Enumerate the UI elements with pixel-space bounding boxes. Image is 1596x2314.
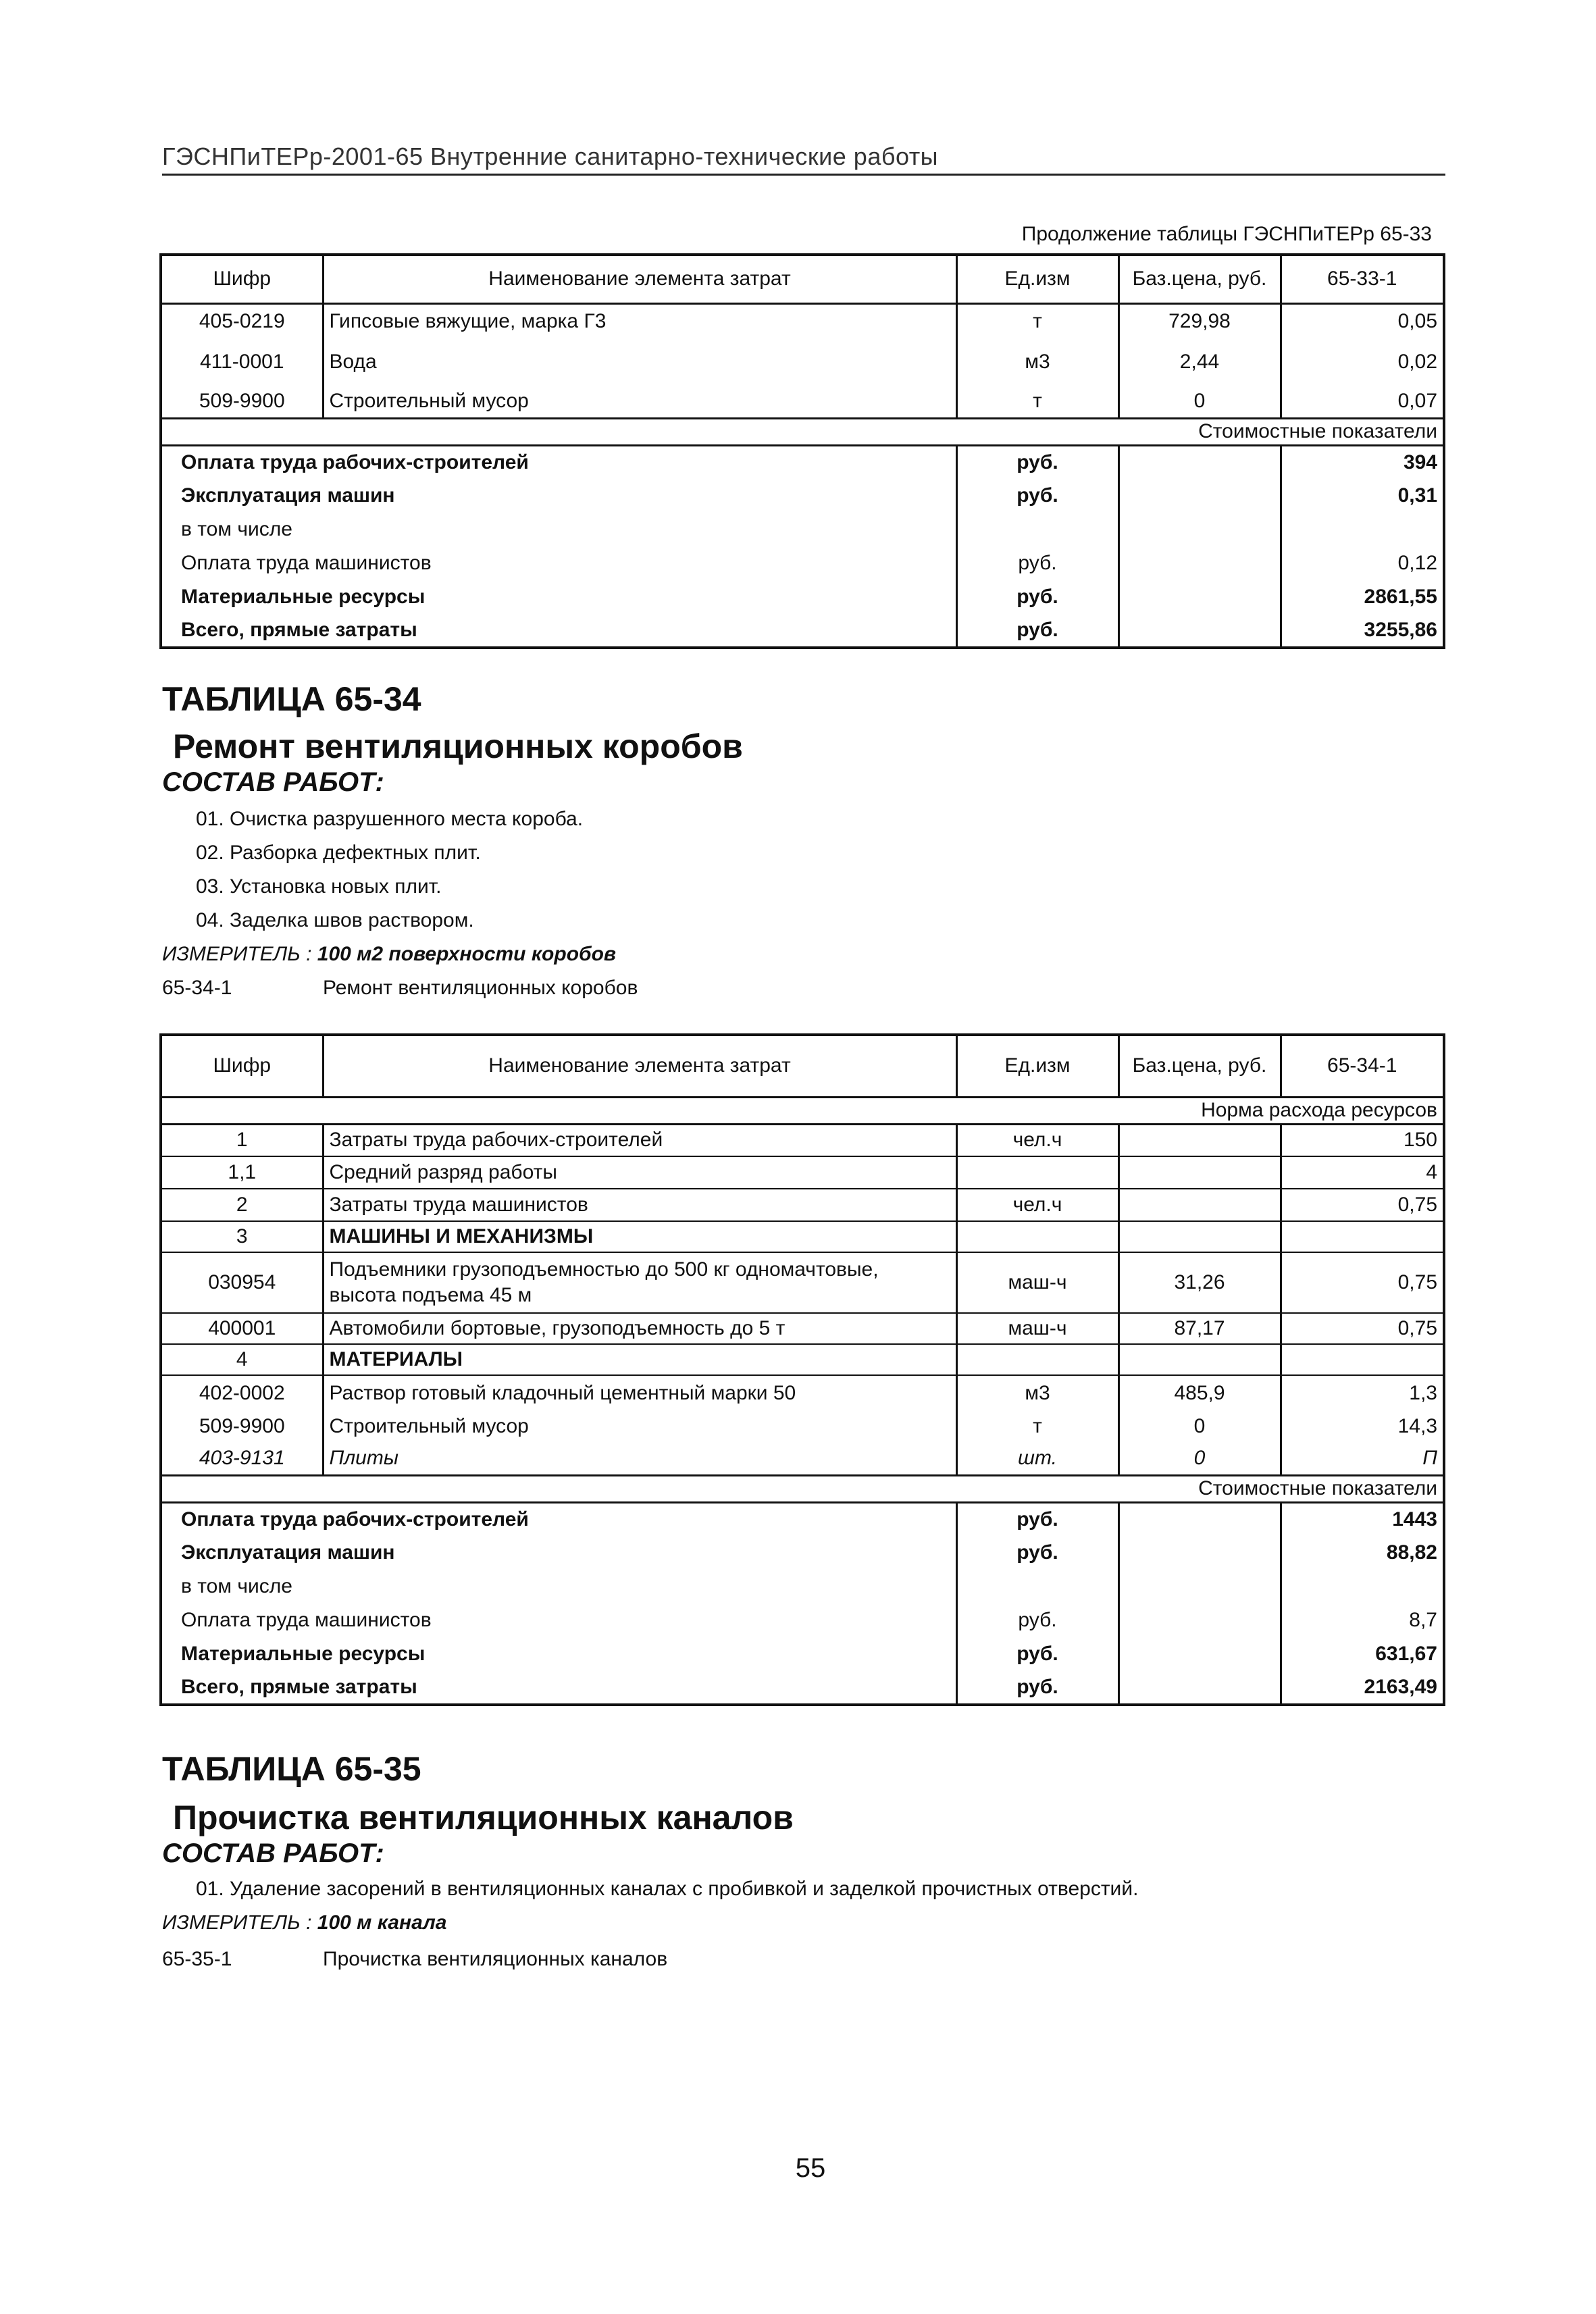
row-value: 0,75 [1281, 1252, 1444, 1313]
row-name: Строительный мусор [323, 1410, 956, 1443]
row-unit: т [956, 1410, 1118, 1443]
cost-name: Материальные ресурсы [161, 580, 956, 614]
norm-code-line [162, 1948, 668, 1971]
meter-line [162, 1911, 447, 1934]
cost-row [161, 580, 1444, 614]
row-price [1118, 1189, 1281, 1221]
table-65-34 [159, 1033, 1445, 1706]
row-unit [956, 1221, 1118, 1252]
row-unit: м3 [956, 338, 1118, 386]
continuation-caption: Продолжение таблицы ГЭСНПиТЕРр 65-33 [1021, 223, 1432, 245]
cost-name: Оплата труда рабочих-строителей [161, 445, 956, 479]
cost-value: 0,12 [1397, 552, 1437, 574]
row-code: 4 [161, 1344, 323, 1375]
col-header-name: Наименование элемента затрат [323, 255, 956, 303]
row-price: 0 [1118, 1443, 1281, 1475]
row-value: 1,3 [1409, 1381, 1437, 1404]
row-name: Затраты труда машинистов [323, 1189, 956, 1221]
row-code: 509-9900 [161, 386, 323, 418]
work-item: 04. Заделка швов раствором. [196, 909, 474, 931]
row-name: Гипсовые вяжущие, марка Г3 [323, 303, 956, 338]
row-code: 2 [161, 1189, 323, 1221]
table-65-33 [159, 253, 1445, 649]
cost-value [1281, 1570, 1444, 1603]
table-row [161, 1221, 1444, 1252]
row-unit: шт. [956, 1443, 1118, 1475]
row-value: 0,75 [1281, 1189, 1444, 1221]
row-price [1118, 1124, 1281, 1156]
table-row [161, 1189, 1444, 1221]
cost-row [161, 1603, 1444, 1637]
work-item: 01. Очистка разрушенного места короба. [196, 808, 584, 830]
row-unit [956, 1156, 1118, 1189]
row-code: 400001 [161, 1313, 323, 1344]
cost-value: 2861,55 [1364, 586, 1437, 608]
row-value: 0,07 [1397, 390, 1437, 413]
cost-value: 394 [1403, 451, 1437, 473]
table-header-row [161, 1035, 1444, 1097]
row-unit: т [956, 303, 1118, 338]
cost-row [161, 479, 1444, 513]
cost-value: 2163,49 [1364, 1676, 1437, 1698]
row-code: 405-0219 [161, 303, 323, 338]
table-row [161, 386, 1444, 418]
row-name: Автомобили бортовые, грузоподъемность до 5 т [323, 1313, 956, 1344]
table-row [161, 1124, 1444, 1156]
cost-unit: руб. [956, 614, 1118, 648]
section-title-65-35: ТАБЛИЦА 65-35 [162, 1750, 421, 1788]
row-price [1118, 1156, 1281, 1189]
cost-value: 3255,86 [1364, 619, 1437, 641]
cost-name: Всего, прямые затраты [161, 1671, 956, 1705]
row-name: Средний разряд работы [323, 1156, 956, 1189]
cost-row [161, 513, 1444, 546]
cost-unit: руб. [956, 1502, 1118, 1536]
meter-value: 100 м2 поверхности коробов [317, 943, 617, 965]
cost-row [161, 1637, 1444, 1671]
composition-heading: СОСТАВ РАБОТ: [162, 767, 384, 797]
row-price: 485,9 [1118, 1375, 1281, 1410]
row-price: 729,98 [1118, 303, 1281, 338]
work-item: 02. Разборка дефектных плит. [196, 842, 481, 864]
row-name: МАТЕРИАЛЫ [323, 1344, 956, 1375]
work-item: 03. Установка новых плит. [196, 875, 442, 898]
cost-unit: руб. [956, 546, 1118, 580]
cost-row [161, 546, 1444, 580]
cost-row [161, 1570, 1444, 1603]
row-name: Плиты [323, 1443, 956, 1475]
row-name: Подъемники грузоподъемностью до 500 кг одномачтовые, высота подъема 45 м [323, 1252, 956, 1313]
cost-unit: руб. [956, 479, 1118, 513]
col-header-code: Шифр [161, 1035, 323, 1097]
row-code: 411-0001 [161, 338, 323, 386]
row-name: Строительный мусор [323, 386, 956, 418]
row-name: Вода [323, 338, 956, 386]
cost-row [161, 1502, 1444, 1536]
row-unit: т [956, 386, 1118, 418]
row-price: 0 [1118, 386, 1281, 418]
section-subtitle-65-35: Прочистка вентиляционных каналов [173, 1799, 794, 1836]
norm-code: 65-35-1 [162, 1948, 232, 1970]
cost-unit [956, 1570, 1118, 1603]
row-value: П [1422, 1447, 1437, 1470]
norm-code-name: Прочистка вентиляционных каналов [323, 1948, 668, 1970]
col-header-code: Шифр [161, 255, 323, 303]
table-row [161, 1410, 1444, 1443]
row-code: 1,1 [161, 1156, 323, 1189]
row-price [1118, 1221, 1281, 1252]
cost-unit [956, 513, 1118, 546]
row-name: Затраты труда рабочих-строителей [323, 1124, 956, 1156]
cost-value: 88,82 [1386, 1541, 1437, 1564]
cost-indicators-row [161, 418, 1444, 445]
row-name: МАШИНЫ И МЕХАНИЗМЫ [323, 1221, 956, 1252]
cost-name: Оплата труда рабочих-строителей [161, 1502, 956, 1536]
col-header-value: 65-34-1 [1281, 1035, 1444, 1097]
row-price: 31,26 [1118, 1252, 1281, 1313]
row-code: 1 [161, 1124, 323, 1156]
row-price: 0 [1118, 1410, 1281, 1443]
cost-indicators-label: Стоимостные показатели [161, 1475, 1444, 1502]
cost-name: Всего, прямые затраты [161, 614, 956, 648]
cost-row [161, 1536, 1444, 1570]
section-title-65-34: ТАБЛИЦА 65-34 [162, 680, 421, 718]
row-value: 0,02 [1397, 351, 1437, 373]
table-row [161, 303, 1444, 338]
row-value: 150 [1281, 1124, 1444, 1156]
row-value: 4 [1281, 1156, 1444, 1189]
meter-label: ИЗМЕРИТЕЛЬ : [162, 943, 312, 965]
table-header-row [161, 255, 1444, 303]
col-header-price: Баз.цена, руб. [1118, 1035, 1281, 1097]
cost-name: Материальные ресурсы [161, 1637, 956, 1671]
meter-line [162, 943, 616, 966]
col-header-unit: Ед.изм [956, 255, 1118, 303]
cost-row [161, 445, 1444, 479]
row-code: 403-9131 [161, 1443, 323, 1475]
page-header: ГЭСНПиТЕРр-2001-65 Внутренние санитарно-технические работы [162, 140, 1445, 176]
cost-unit: руб. [956, 580, 1118, 614]
table-row [161, 1313, 1444, 1344]
row-unit: маш-ч [956, 1313, 1118, 1344]
cost-unit: руб. [956, 1637, 1118, 1671]
cost-name: Оплата труда машинистов [161, 1603, 956, 1637]
row-value [1281, 1344, 1444, 1375]
row-price [1118, 1344, 1281, 1375]
cost-name: в том числе [161, 1570, 956, 1603]
row-name: Раствор готовый кладочный цементный марки 50 [323, 1375, 956, 1410]
cost-row [161, 614, 1444, 648]
table-row [161, 1443, 1444, 1475]
row-unit: чел.ч [956, 1124, 1118, 1156]
row-value [1281, 1221, 1444, 1252]
cost-name: в том числе [161, 513, 956, 546]
row-code: 3 [161, 1221, 323, 1252]
cost-row [161, 1671, 1444, 1705]
row-unit: чел.ч [956, 1189, 1118, 1221]
cost-value: 8,7 [1409, 1609, 1437, 1631]
cost-unit: руб. [956, 1603, 1118, 1637]
col-header-price: Баз.цена, руб. [1118, 255, 1281, 303]
row-value: 0,05 [1397, 309, 1437, 332]
cost-name: Оплата труда машинистов [161, 546, 956, 580]
norm-code-line [162, 977, 638, 1000]
meter-label: ИЗМЕРИТЕЛЬ : [162, 1911, 312, 1934]
row-price: 87,17 [1118, 1313, 1281, 1344]
row-code: 402-0002 [161, 1375, 323, 1410]
table-row [161, 338, 1444, 386]
cost-unit: руб. [956, 1536, 1118, 1570]
cost-name: Эксплуатация машин [161, 1536, 956, 1570]
col-header-unit: Ед.изм [956, 1035, 1118, 1097]
table-row [161, 1252, 1444, 1313]
cost-unit: руб. [956, 1671, 1118, 1705]
row-price: 2,44 [1118, 338, 1281, 386]
norm-row [161, 1097, 1444, 1124]
row-code: 030954 [161, 1252, 323, 1313]
cost-indicators-label: Стоимостные показатели [161, 418, 1444, 445]
row-unit: маш-ч [956, 1252, 1118, 1313]
cost-indicators-row [161, 1475, 1444, 1502]
row-value: 14,3 [1397, 1415, 1437, 1437]
cost-unit: руб. [956, 445, 1118, 479]
col-header-value: 65-33-1 [1281, 255, 1444, 303]
cost-value [1281, 513, 1444, 546]
cost-name: Эксплуатация машин [161, 479, 956, 513]
cost-value: 1443 [1392, 1508, 1437, 1531]
meter-value: 100 м канала [317, 1911, 447, 1934]
work-item: 01. Удаление засорений в вентиляционных каналах с пробивкой и заделкой прочистных отверстий. [196, 1878, 1139, 1900]
table-row [161, 1156, 1444, 1189]
table-row [161, 1375, 1444, 1410]
col-header-name: Наименование элемента затрат [323, 1035, 956, 1097]
row-value: 0,75 [1281, 1313, 1444, 1344]
norm-code: 65-34-1 [162, 977, 232, 999]
norm-label: Норма расхода ресурсов [161, 1097, 1444, 1124]
section-subtitle-65-34: Ремонт вентиляционных коробов [173, 727, 743, 765]
cost-value: 631,67 [1375, 1643, 1437, 1665]
page-number: 55 [795, 2153, 826, 2183]
table-row [161, 1344, 1444, 1375]
cost-value: 0,31 [1397, 484, 1437, 507]
norm-code-name: Ремонт вентиляционных коробов [323, 977, 638, 999]
row-unit [956, 1344, 1118, 1375]
row-unit: м3 [956, 1375, 1118, 1410]
composition-heading: СОСТАВ РАБОТ: [162, 1839, 384, 1868]
row-code: 509-9900 [161, 1410, 323, 1443]
